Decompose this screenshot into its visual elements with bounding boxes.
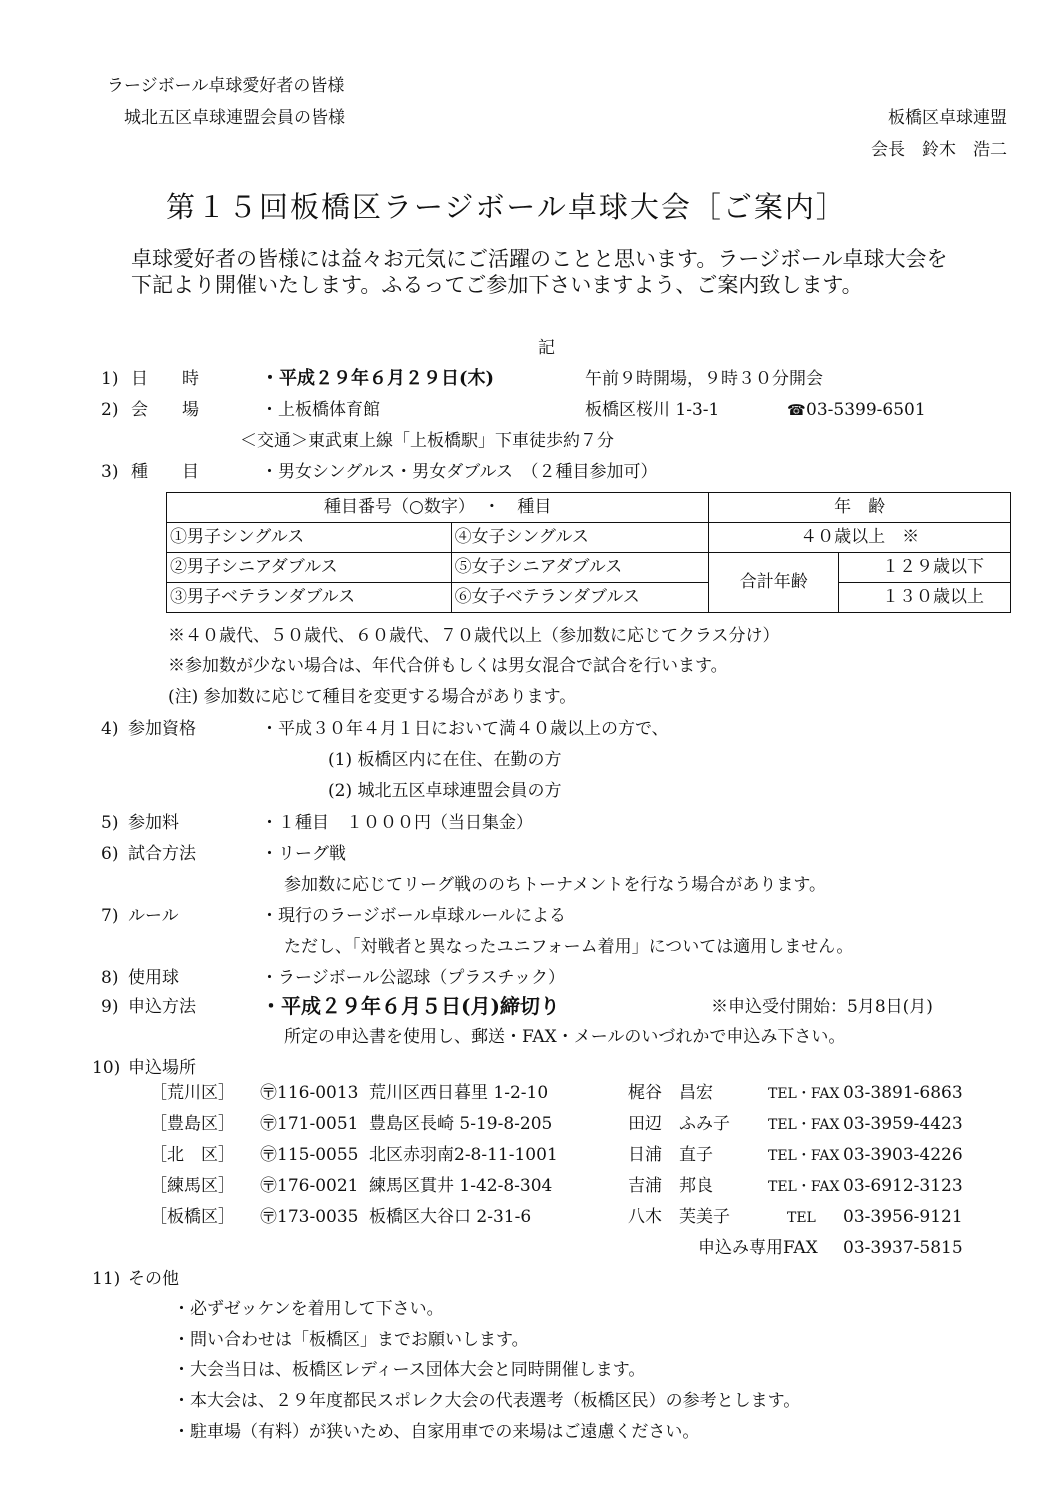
contact-type: TEL・FAX — [768, 1148, 840, 1164]
apply-label: 申込方法 — [128, 997, 196, 1017]
list-item: ・問い合わせは「板橋区」までお願いします。 — [173, 1330, 529, 1350]
apply-start: ※申込受付開始：5月8日(月) — [711, 997, 933, 1017]
other-label: その他 — [128, 1269, 179, 1289]
venue-access: ＜交通＞東武東上線「上板橋駅」下車徒歩約７分 — [240, 431, 614, 451]
item-number-9: 9) — [101, 997, 119, 1017]
events-value: ・男女シングルス・男女ダブルス （２種目参加可） — [261, 462, 658, 482]
contact-name: 梶谷 昌宏 — [628, 1083, 713, 1103]
contact-ward: ［北 区］ — [150, 1145, 235, 1165]
ki-mark: 記 — [538, 338, 555, 358]
format-note: 参加数に応じてリーグ戦ののちトーナメントを行なう場合があります。 — [284, 875, 826, 895]
events-label: 種 目 — [131, 462, 199, 482]
table-header-event: 種目番号（○数字） ・ 種目 — [167, 493, 709, 523]
contact-type: TEL・FAX — [768, 1086, 840, 1102]
item-number-7: 7) — [101, 906, 119, 926]
item-number-4: 4) — [101, 719, 119, 739]
table-row — [167, 553, 1011, 583]
age-senior-doubles: １２９歳以下 — [839, 553, 1011, 583]
list-item: ・必ずゼッケンを着用して下さい。 — [173, 1299, 444, 1319]
organization-name: 板橋区卓球連盟 — [888, 108, 1007, 128]
ball-value: ・ラージボール公認球（プラスチック） — [261, 968, 565, 988]
chairman-name: 会長 鈴木 浩二 — [871, 140, 1007, 160]
contact-type: TEL・FAX — [768, 1117, 840, 1133]
contact-address: 荒川区西日暮里 1-2-10 — [369, 1083, 549, 1103]
apply-note: 所定の申込書を使用し、郵送・FAX・メールのいづれかで申込み下さい。 — [284, 1027, 846, 1047]
event-table — [166, 492, 1011, 613]
venue-name: ・上板橋体育館 — [261, 400, 380, 420]
contact-phone: 03-3959-4423 — [843, 1114, 963, 1134]
page-title: 第１５回板橋区ラージボール卓球大会［ご案内］ — [166, 190, 847, 224]
format-value: ・リーグ戦 — [261, 844, 346, 864]
date-label: 日 時 — [131, 369, 199, 389]
venue-address: 板橋区桜川 1-3-1 — [585, 400, 720, 420]
combined-age-label: 合計年齢 — [709, 553, 839, 613]
contact-ward: ［豊島区］ — [150, 1114, 235, 1134]
eligibility-label: 参加資格 — [128, 719, 196, 739]
telephone-icon: ☎ — [787, 401, 806, 419]
contact-address: 豊島区長崎 5-19-8-205 — [369, 1114, 553, 1134]
contact-type: TEL・FAX — [768, 1179, 840, 1195]
fee-value: ・１種目 １０００円（当日集金） — [261, 813, 533, 833]
contact-address: 北区赤羽南2-8-11-1001 — [369, 1145, 558, 1165]
eligibility-condition-1: (1) 板橋区内に在住、在勤の方 — [328, 750, 562, 770]
item-number-11: 11) — [92, 1269, 121, 1289]
ball-label: 使用球 — [128, 968, 179, 988]
fee-label: 参加料 — [128, 813, 179, 833]
list-item: ・本大会は、２９年度都民スポレク大会の代表選考（板橋区民）の参考とします。 — [173, 1391, 801, 1411]
item-number-1: 1) — [101, 369, 119, 389]
list-item: ・駐車場（有料）が狭いため、自家用車での来場はご遠慮ください。 — [173, 1422, 700, 1442]
event-men-singles: ①男子シングルス — [167, 523, 452, 553]
contact-address: 練馬区貫井 1-42-8-304 — [369, 1176, 553, 1196]
contact-phone: 03-6912-3123 — [843, 1176, 963, 1196]
contact-type: TEL — [787, 1210, 816, 1226]
contact-postal: 〶116-0013 — [260, 1083, 359, 1103]
contact-postal: 〶171-0051 — [260, 1114, 359, 1134]
age-veteran-doubles: １３０歳以上 — [839, 583, 1011, 613]
date-value: ・平成２９年６月２９日(木) — [261, 368, 495, 389]
venue-label: 会 場 — [131, 400, 199, 420]
apply-deadline: ・平成２９年６月５日(月)締切り — [261, 994, 560, 1018]
item-number-3: 3) — [101, 462, 119, 482]
table-header-age: 年 齢 — [709, 493, 1011, 523]
item-number-2: 2) — [101, 400, 119, 420]
contact-name: 田辺 ふみ子 — [628, 1114, 730, 1134]
contact-phone: 03-3956-9121 — [843, 1207, 963, 1227]
fax-only-number: 03-3937-5815 — [843, 1238, 963, 1258]
recipient-line-2: 城北五区卓球連盟会員の皆様 — [124, 108, 345, 128]
places-label: 申込場所 — [128, 1058, 196, 1078]
contact-ward: ［荒川区］ — [150, 1083, 235, 1103]
contact-phone: 03-3903-4226 — [843, 1145, 963, 1165]
rules-note: ただし、「対戦者と異なったユニフォーム着用」については適用しません。 — [284, 937, 854, 957]
format-label: 試合方法 — [128, 844, 196, 864]
fax-only-label: 申込み専用FAX — [698, 1238, 818, 1258]
event-women-senior-doubles: ⑤女子シニアダブルス — [451, 553, 709, 583]
event-women-singles: ④女子シングルス — [451, 523, 709, 553]
age-singles: ４０歳以上 ※ — [709, 523, 1011, 553]
note-age-classes: ※４０歳代、５０歳代、６０歳代、７０歳代以上（参加数に応じてクラス分け） — [168, 626, 780, 646]
rules-value: ・現行のラージボール卓球ルールによる — [261, 906, 566, 926]
rules-label: ルール — [128, 906, 179, 926]
contact-name: 日浦 直子 — [628, 1145, 713, 1165]
note-merge: ※参加数が少ない場合は、年代合併もしくは男女混合で試合を行います。 — [168, 656, 728, 676]
contact-address: 板橋区大谷口 2-31-6 — [369, 1207, 532, 1227]
contact-ward: ［練馬区］ — [150, 1176, 235, 1196]
venue-phone: 03-5399-6501 — [806, 400, 926, 420]
contact-postal: 〶115-0055 — [260, 1145, 359, 1165]
eligibility-value: ・平成３０年４月１日において満４０歳以上の方で、 — [261, 719, 669, 739]
contact-ward: ［板橋区］ — [150, 1207, 235, 1227]
event-men-senior-doubles: ②男子シニアダブルス — [167, 553, 452, 583]
date-time: 午前９時開場，９時３０分開会 — [585, 369, 823, 389]
contact-name: 八木 芙美子 — [628, 1207, 730, 1227]
list-item: ・大会当日は、板橋区レディース団体大会と同時開催します。 — [173, 1360, 646, 1380]
item-number-6: 6) — [101, 844, 119, 864]
item-number-5: 5) — [101, 813, 119, 833]
eligibility-condition-2: (2) 城北五区卓球連盟会員の方 — [328, 781, 562, 801]
contact-name: 吉浦 邦良 — [628, 1176, 713, 1196]
event-men-veteran-doubles: ③男子ベテランダブルス — [167, 583, 452, 613]
intro-paragraph: 卓球愛好者の皆様には益々お元気にご活躍のことと思います。ラージボール卓球大会を下記より開催いたします。ふるってご参加下さいますよう、ご案内致します。 — [131, 247, 948, 297]
table-header-row — [167, 493, 1011, 523]
contact-postal: 〶173-0035 — [260, 1207, 359, 1227]
contact-phone: 03-3891-6863 — [843, 1083, 963, 1103]
table-row — [167, 523, 1011, 553]
item-number-10: 10) — [92, 1058, 121, 1078]
event-women-veteran-doubles: ⑥女子ベテランダブルス — [451, 583, 709, 613]
item-number-8: 8) — [101, 968, 119, 988]
note-change: (注) 参加数に応じて種目を変更する場合があります。 — [168, 687, 577, 707]
table-row — [167, 583, 1011, 613]
recipient-line-1: ラージボール卓球愛好者の皆様 — [107, 76, 345, 96]
contact-postal: 〶176-0021 — [260, 1176, 359, 1196]
